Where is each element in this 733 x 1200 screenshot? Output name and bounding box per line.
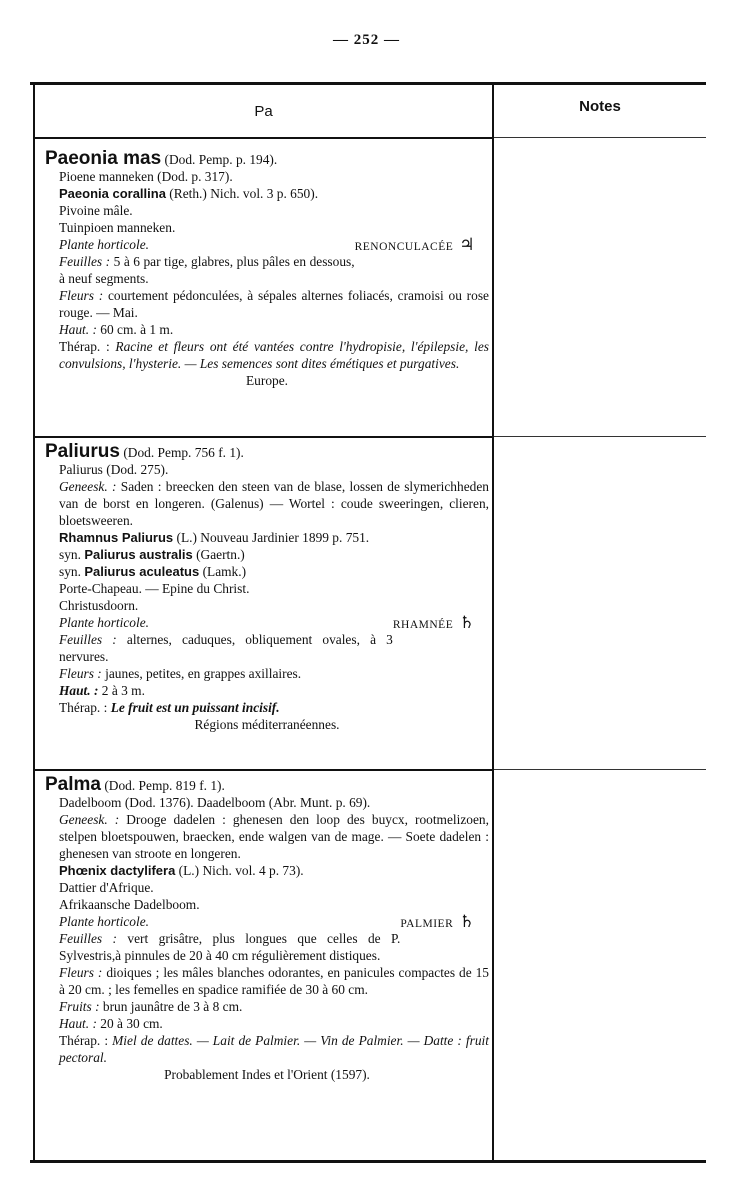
family-name: RENONCULACÉE xyxy=(354,241,454,253)
geneesk-text: Drooge dadelen : ghenesen den loop des buycx, rootmelizoen, stelpen bloetspouwen, braecken, ende walgen van de mage. — Soete dadelen : ghenesen van stroote en longeren. xyxy=(59,812,489,861)
fruits-label: Fruits : xyxy=(59,999,100,1014)
vernacular-name: Paliurus (Dod. 275). xyxy=(59,462,169,477)
page-number: — 252 — xyxy=(333,32,400,48)
fleurs-label: Fleurs : xyxy=(59,965,103,980)
genus-name: Paliurus xyxy=(45,441,120,462)
plante-label: Plante horticole. xyxy=(59,615,149,630)
vernacular-name: Dadelboom (Dod. 1376). Daadelboom (Abr. Munt. p. 69). xyxy=(59,795,371,810)
left-border xyxy=(33,85,35,1160)
synonym-author: (Lamk.) xyxy=(202,564,247,579)
origin: Régions méditerranéennes. xyxy=(194,717,340,732)
fleurs-text: dioiques ; les mâles blanches odorantes, en panicules compactes de 15 à 20 cm. ; les femelles en spadice ramifiée de 30 à 60 cm. xyxy=(59,965,489,997)
french-name: Dattier d'Afrique. xyxy=(59,880,154,895)
species-name: Paeonia corallina xyxy=(59,186,166,201)
genus-name: Palma xyxy=(45,774,101,795)
therap-label: Thérap. : xyxy=(59,339,110,354)
therap-text: Racine et fleurs ont été vantées contre l'hydropisie, l'épilepsie, les convulsions, l'hysterie. — Les semences sont dites émétiques et purgatives. xyxy=(59,339,489,371)
haut-label: Haut. : xyxy=(59,1016,97,1031)
shrub-symbol-icon: ♄ xyxy=(459,912,475,931)
haut-label: Haut. : xyxy=(59,683,99,698)
therap-text: Le fruit est un puissant incisif. xyxy=(110,700,280,715)
entry-paliurus xyxy=(45,443,489,733)
species-name: Rhamnus Paliurus xyxy=(59,530,174,545)
synonym-author: (Gaertn.) xyxy=(196,547,245,562)
column-header-pa: Pa xyxy=(254,103,273,120)
haut-text: 20 à 30 cm. xyxy=(100,1016,163,1031)
origin: Europe. xyxy=(245,373,289,388)
column-header-notes: Notes xyxy=(579,98,621,115)
haut-text: 2 à 3 m. xyxy=(101,683,145,698)
feuilles-label: Feuilles : xyxy=(59,931,117,946)
column-divider xyxy=(492,85,494,1160)
bottom-rule xyxy=(30,1160,706,1163)
species-name: Phœnix dactylifera xyxy=(59,863,176,878)
notes-header-rule xyxy=(494,137,706,138)
french-name: Pivoine mâle. xyxy=(59,203,133,218)
fleurs-label: Fleurs : xyxy=(59,288,104,303)
perennial-symbol-icon: ♃ xyxy=(459,235,475,254)
fleurs-text: jaunes, petites, en grappes axillaires. xyxy=(105,666,302,681)
geneesk-label: Geneesk. : xyxy=(59,812,120,827)
feuilles-label: Feuilles : xyxy=(59,632,117,647)
section-divider-1 xyxy=(35,436,492,438)
origin: Probablement Indes et l'Orient (1597). xyxy=(164,1067,370,1082)
therap-text: Miel de dattes. — Lait de Palmier. — Vin de Palmier. — Datte : fruit pectoral. xyxy=(59,1033,490,1065)
genus-name: Paeonia mas xyxy=(45,148,162,169)
genus-reference: (Dod. Pemp. 756 f. 1). xyxy=(123,445,244,460)
top-rule xyxy=(30,82,706,85)
feuilles-label: Feuilles : xyxy=(59,254,111,269)
genus-reference: (Dod. Pemp. p. 194). xyxy=(164,152,278,167)
synonym-name: Paliurus aculeatus xyxy=(84,564,200,579)
dutch-name: Christusdoorn. xyxy=(59,598,139,613)
vernacular-name: Pioene manneken (Dod. p. 317). xyxy=(59,169,233,184)
family-name: RHAMNÉE xyxy=(392,619,454,631)
synonym-name: Paliurus australis xyxy=(84,547,193,562)
header-rule xyxy=(35,137,492,139)
dutch-name: Tuinpioen manneken. xyxy=(59,220,176,235)
feuilles-text: vert grisâtre, plus longues que celles de P. Sylvestris,à pinnules de 20 à 40 cm régulièrement distiques. xyxy=(59,931,401,963)
geneesk-label: Geneesk. : xyxy=(59,479,117,494)
family-name: PALMIER xyxy=(400,918,454,930)
french-name: Porte-Chapeau. — Epine du Christ. xyxy=(59,581,250,596)
synonym-prefix: syn. xyxy=(59,547,81,562)
therap-label: Thérap. : xyxy=(59,700,108,715)
notes-divider-2 xyxy=(494,769,706,770)
plante-label: Plante horticole. xyxy=(59,237,149,252)
fruits-text: brun jaunâtre de 3 à 8 cm. xyxy=(102,999,243,1014)
species-reference: (L.) Nich. vol. 4 p. 73). xyxy=(178,863,304,878)
fleurs-text: courtement pédonculées, à sépales alternes foliacés, cramoisi ou rose rouge. — Mai. xyxy=(59,288,489,320)
therap-label: Thérap. : xyxy=(59,1033,109,1048)
dutch-name: Afrikaansche Dadelboom. xyxy=(59,897,200,912)
species-reference: (Reth.) Nich. vol. 3 p. 650). xyxy=(169,186,319,201)
section-divider-2 xyxy=(35,769,492,771)
haut-text: 60 cm. à 1 m. xyxy=(100,322,174,337)
fleurs-label: Fleurs : xyxy=(59,666,102,681)
feuilles-text: alternes, caduques, obliquement ovales, à 3 nervures. xyxy=(59,632,393,664)
shrub-symbol-icon: ♄ xyxy=(459,613,475,632)
haut-label: Haut. : xyxy=(59,322,97,337)
entry-paeonia-mas xyxy=(45,150,489,389)
genus-reference: (Dod. Pemp. 819 f. 1). xyxy=(104,778,225,793)
plante-label: Plante horticole. xyxy=(59,914,149,929)
synonym-prefix: syn. xyxy=(59,564,81,579)
species-reference: (L.) Nouveau Jardinier 1899 p. 751. xyxy=(176,530,370,545)
geneesk-text: Saden : breecken den steen van de blase, lossen de slymerichheden van de borst en longeren. (Galenus) — Wortel : coude sweeringen, clieren, bloetsweeren. xyxy=(59,479,489,528)
notes-divider-1 xyxy=(494,436,706,437)
feuilles-text: 5 à 6 par tige, glabres, plus pâles en dessous, à neuf segments. xyxy=(59,254,355,286)
entry-palma xyxy=(45,776,489,1083)
